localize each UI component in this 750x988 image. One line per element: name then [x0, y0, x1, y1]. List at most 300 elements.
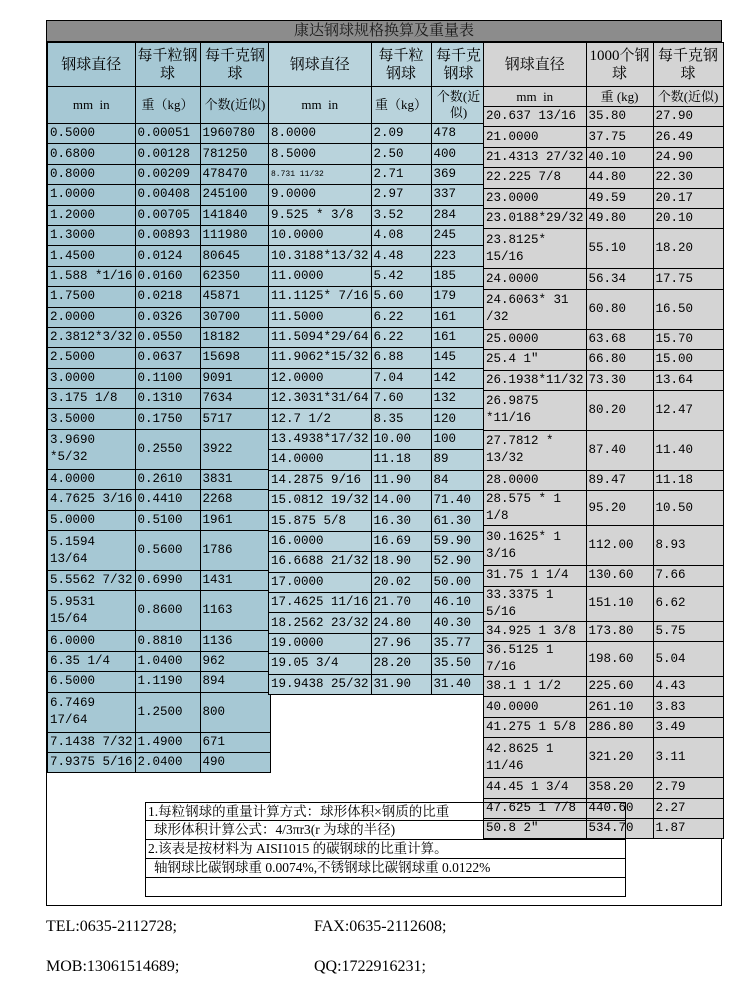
mob-text: MOB:13061514689;	[46, 958, 180, 975]
cell-count: 800	[200, 692, 270, 732]
col-header-per-thousand: 每千粒钢球	[371, 43, 431, 87]
table-row	[48, 732, 271, 752]
cell-weight: 80.20	[586, 390, 653, 430]
cell-weight: 198.60	[586, 642, 653, 677]
cell-weight: 27.96	[371, 633, 431, 653]
cell-count: 3922	[200, 429, 270, 469]
cell-weight: 10.00	[371, 429, 431, 449]
cell-diameter: 5.0000	[48, 510, 136, 530]
cell-count: 141840	[200, 205, 270, 225]
cell-weight: 55.10	[586, 229, 653, 269]
cell-weight: 0.00051	[135, 124, 200, 144]
cell-diameter: 11.0000	[269, 266, 372, 286]
cell-weight: 0.4410	[135, 490, 200, 510]
cell-diameter: 4.7625 3/16	[48, 490, 136, 510]
cell-weight: 21.70	[371, 592, 431, 612]
cell-count: 1136	[200, 631, 270, 651]
cell-count: 2.79	[653, 778, 723, 798]
cell-weight: 0.1100	[135, 368, 200, 388]
cell-weight: 2.50	[371, 144, 431, 164]
cell-diameter: 47.625 1 7/8	[484, 798, 587, 818]
table-row	[48, 307, 271, 327]
unit-label: mm in	[269, 87, 372, 124]
table-row	[269, 389, 487, 409]
table-row	[269, 491, 487, 511]
cell-weight: 6.22	[371, 307, 431, 327]
table-row	[269, 348, 487, 368]
table-row	[48, 631, 271, 651]
cell-diameter: 9.525 * 3/8	[269, 205, 372, 225]
cell-count: 161	[431, 327, 486, 347]
cell-diameter: 40.0000	[484, 697, 587, 717]
cell-diameter: 11.5094*29/64	[269, 327, 372, 347]
cell-weight: 24.80	[371, 613, 431, 633]
cell-diameter: 15.875 5/8	[269, 511, 372, 531]
cell-count: 781250	[200, 144, 270, 164]
cell-diameter: 38.1 1 1/2	[484, 677, 587, 697]
cell-count: 46.10	[431, 592, 486, 612]
cell-weight: 1.2500	[135, 692, 200, 732]
table-row	[269, 429, 487, 449]
cell-count: 245100	[200, 185, 270, 205]
cell-count: 4.43	[653, 677, 723, 697]
cell-diameter: 3.175 1/8	[48, 389, 136, 409]
table-row	[484, 586, 724, 621]
table-row	[484, 697, 724, 717]
cell-weight: 4.48	[371, 246, 431, 266]
cell-weight: 0.8810	[135, 631, 200, 651]
cell-weight: 0.0218	[135, 287, 200, 307]
table-row	[484, 147, 724, 167]
cell-diameter: 25.4 1"	[484, 350, 587, 370]
cell-weight: 6.88	[371, 348, 431, 368]
cell-weight: 1.0400	[135, 651, 200, 671]
cell-weight: 0.0550	[135, 327, 200, 347]
note-line	[145, 878, 626, 897]
table-row	[269, 409, 487, 429]
cell-count: 490	[200, 752, 270, 772]
cell-diameter: 11.5000	[269, 307, 372, 327]
cell-diameter: 34.925 1 3/8	[484, 621, 587, 641]
col-header-per-thousand: 1000个钢球	[586, 43, 653, 87]
cell-count: 40.30	[431, 613, 486, 633]
cell-diameter: 26.9875 *11/16	[484, 390, 587, 430]
cell-diameter: 27.7812 * 13/32	[484, 430, 587, 470]
cell-weight: 321.20	[586, 738, 653, 778]
cell-weight: 89.47	[586, 470, 653, 490]
cell-diameter: 5.9531 15/64	[48, 591, 136, 631]
table-row	[48, 185, 271, 205]
col-header-per-kg: 每千克钢球	[431, 43, 486, 87]
cell-diameter: 0.8000	[48, 164, 136, 184]
cell-count: 1961	[200, 510, 270, 530]
spec-table-2	[268, 42, 487, 695]
cell-weight: 6.22	[371, 327, 431, 347]
cell-count: 15.70	[653, 329, 723, 349]
cell-weight: 1.4900	[135, 732, 200, 752]
table-row	[48, 287, 271, 307]
table-row	[269, 674, 487, 694]
table-row	[48, 368, 271, 388]
table-row	[484, 778, 724, 798]
cell-count: 35.77	[431, 633, 486, 653]
cell-count: 18.20	[653, 229, 723, 269]
table-row	[484, 642, 724, 677]
col-header-per-kg: 每千克钢球	[653, 43, 723, 87]
table-row	[48, 266, 271, 286]
cell-weight: 358.20	[586, 778, 653, 798]
cell-weight: 95.20	[586, 491, 653, 526]
table-row	[48, 672, 271, 692]
note-line: 2.该表是按材料为 AISI1015 的碳钢球的比重计算。	[145, 840, 626, 859]
cell-weight: 0.1310	[135, 389, 200, 409]
cell-count: 337	[431, 185, 486, 205]
table-row	[484, 370, 724, 390]
cell-diameter: 14.2875 9/16	[269, 470, 372, 490]
cell-count: 61.30	[431, 511, 486, 531]
table-row	[48, 124, 271, 144]
cell-diameter: 31.75 1 1/4	[484, 566, 587, 586]
table-row	[484, 430, 724, 470]
cell-count: 16.50	[653, 289, 723, 329]
table-row	[269, 124, 487, 144]
cell-count: 59.90	[431, 531, 486, 551]
cell-count: 2268	[200, 490, 270, 510]
cell-diameter: 33.3375 1 5/16	[484, 586, 587, 621]
count-label: 个数(近似)	[200, 87, 270, 124]
cell-weight: 0.00128	[135, 144, 200, 164]
table-3-body	[484, 87, 724, 839]
table-row	[484, 188, 724, 208]
table-row	[269, 307, 487, 327]
table-row	[484, 566, 724, 586]
cell-diameter: 1.2000	[48, 205, 136, 225]
table-row	[484, 390, 724, 430]
cell-diameter: 3.5000	[48, 409, 136, 429]
cell-weight: 73.30	[586, 370, 653, 390]
cell-diameter: 6.7469 17/64	[48, 692, 136, 732]
table-row	[48, 409, 271, 429]
cell-diameter: 0.6800	[48, 144, 136, 164]
cell-count: 284	[431, 205, 486, 225]
table-row	[48, 348, 271, 368]
table-row	[269, 572, 487, 592]
table-row	[269, 205, 487, 225]
cell-diameter: 24.0000	[484, 269, 587, 289]
cell-diameter: 21.4313 27/32	[484, 147, 587, 167]
cell-weight: 534.70	[586, 819, 653, 839]
cell-count: 100	[431, 429, 486, 449]
table-row	[48, 429, 271, 469]
table-row	[48, 327, 271, 347]
cell-count: 142	[431, 368, 486, 388]
cell-count: 5.75	[653, 621, 723, 641]
cell-weight: 8.35	[371, 409, 431, 429]
cell-count: 132	[431, 389, 486, 409]
cell-count: 24.90	[653, 147, 723, 167]
table-row	[48, 651, 271, 671]
cell-diameter: 3.9690 *5/32	[48, 429, 136, 469]
cell-weight: 11.90	[371, 470, 431, 490]
cell-count: 3.11	[653, 738, 723, 778]
spec-table-1	[47, 42, 271, 773]
cell-count: 3.49	[653, 717, 723, 737]
table-row	[48, 205, 271, 225]
cell-weight: 7.04	[371, 368, 431, 388]
cell-weight: 130.60	[586, 566, 653, 586]
cell-diameter: 1.0000	[48, 185, 136, 205]
cell-count: 9091	[200, 368, 270, 388]
cell-weight: 14.00	[371, 491, 431, 511]
cell-weight: 286.80	[586, 717, 653, 737]
cell-weight: 66.80	[586, 350, 653, 370]
cell-weight: 225.60	[586, 677, 653, 697]
cell-weight: 0.8600	[135, 591, 200, 631]
cell-weight: 56.34	[586, 269, 653, 289]
table-row	[484, 526, 724, 566]
cell-weight: 112.00	[586, 526, 653, 566]
cell-weight: 49.59	[586, 188, 653, 208]
cell-diameter: 11.1125* 7/16	[269, 287, 372, 307]
table-row	[48, 531, 271, 571]
table-row	[484, 621, 724, 641]
table-row	[484, 738, 724, 778]
cell-count: 1431	[200, 571, 270, 591]
cell-weight: 0.00408	[135, 185, 200, 205]
cell-count: 15698	[200, 348, 270, 368]
table-row	[484, 350, 724, 370]
unit-label: mm in	[484, 87, 587, 107]
cell-count: 20.10	[653, 208, 723, 228]
table-row	[484, 269, 724, 289]
cell-diameter: 26.1938*11/32	[484, 370, 587, 390]
cell-diameter: 23.8125* 15/16	[484, 229, 587, 269]
table-row	[484, 329, 724, 349]
cell-count: 50.00	[431, 572, 486, 592]
cell-diameter: 12.3031*31/64	[269, 389, 372, 409]
cell-count: 369	[431, 164, 486, 184]
cell-count: 12.47	[653, 390, 723, 430]
cell-diameter: 0.5000	[48, 124, 136, 144]
cell-diameter: 15.0812 19/32	[269, 491, 372, 511]
cell-weight: 261.10	[586, 697, 653, 717]
table-row	[269, 144, 487, 164]
cell-count: 7634	[200, 389, 270, 409]
cell-diameter: 11.9062*15/32	[269, 348, 372, 368]
cell-diameter: 10.0000	[269, 225, 372, 245]
cell-weight: 16.69	[371, 531, 431, 551]
cell-weight: 173.80	[586, 621, 653, 641]
cell-diameter: 7.1438 7/32	[48, 732, 136, 752]
cell-count: 400	[431, 144, 486, 164]
cell-weight: 0.00705	[135, 205, 200, 225]
cell-weight: 11.18	[371, 450, 431, 470]
cell-diameter: 3.0000	[48, 368, 136, 388]
cell-diameter: 20.637 13/16	[484, 107, 587, 127]
cell-diameter: 10.3188*13/32	[269, 246, 372, 266]
cell-count: 120	[431, 409, 486, 429]
cell-weight: 2.71	[371, 164, 431, 184]
cell-diameter: 2.3812*3/32	[48, 327, 136, 347]
cell-diameter: 12.0000	[269, 368, 372, 388]
cell-diameter: 9.0000	[269, 185, 372, 205]
cell-count: 13.64	[653, 370, 723, 390]
cell-diameter: 19.05 3/4	[269, 654, 372, 674]
cell-count: 11.18	[653, 470, 723, 490]
cell-count: 35.50	[431, 654, 486, 674]
cell-count: 10.50	[653, 491, 723, 526]
cell-weight: 3.52	[371, 205, 431, 225]
cell-weight: 0.5100	[135, 510, 200, 530]
cell-count: 962	[200, 651, 270, 671]
weight-label: 重 (kg)	[586, 87, 653, 107]
cell-count: 71.40	[431, 491, 486, 511]
table-row	[484, 470, 724, 490]
cell-diameter: 22.225 7/8	[484, 168, 587, 188]
table-row	[269, 246, 487, 266]
cell-count: 31.40	[431, 674, 486, 694]
table-row	[269, 327, 487, 347]
cell-count: 7.66	[653, 566, 723, 586]
table-row	[269, 511, 487, 531]
note-line: 1.每粒钢球的重量计算方式：球形体积×钢质的比重	[145, 802, 626, 821]
cell-diameter: 6.0000	[48, 631, 136, 651]
cell-diameter: 8.731 11/32	[269, 164, 372, 184]
cell-count: 3.83	[653, 697, 723, 717]
cell-diameter: 5.5562 7/32	[48, 571, 136, 591]
cell-count: 89	[431, 450, 486, 470]
table-row	[48, 692, 271, 732]
cell-weight: 0.1750	[135, 409, 200, 429]
col-header-diameter: 钢球直径	[484, 43, 587, 87]
cell-count: 30700	[200, 307, 270, 327]
table-row	[269, 164, 487, 184]
note-line: 轴钢球比碳钢球重 0.0074%,不锈钢球比碳钢球重 0.0122%	[145, 859, 626, 878]
weight-label: 重（kg）	[135, 87, 200, 124]
cell-count: 18182	[200, 327, 270, 347]
cell-count: 1960780	[200, 124, 270, 144]
cell-weight: 0.0124	[135, 246, 200, 266]
cell-diameter: 19.0000	[269, 633, 372, 653]
table-row	[48, 510, 271, 530]
cell-diameter: 2.5000	[48, 348, 136, 368]
table-row	[48, 752, 271, 772]
cell-weight: 5.60	[371, 287, 431, 307]
table-row	[269, 470, 487, 490]
qq-text: QQ:1722916231;	[314, 958, 426, 975]
cell-weight: 0.6990	[135, 571, 200, 591]
cell-count: 17.75	[653, 269, 723, 289]
table-row	[48, 389, 271, 409]
col-header-per-thousand: 每千粒钢球	[135, 43, 200, 87]
unit-row	[484, 87, 724, 107]
cell-count: 27.90	[653, 107, 723, 127]
cell-count: 111980	[200, 225, 270, 245]
cell-count: 62350	[200, 266, 270, 286]
cell-count: 20.17	[653, 188, 723, 208]
cell-count: 145	[431, 348, 486, 368]
cell-count: 2.27	[653, 798, 723, 818]
cell-diameter: 13.4938*17/32	[269, 429, 372, 449]
cell-weight: 28.20	[371, 654, 431, 674]
cell-diameter: 28.575 * 1 1/8	[484, 491, 587, 526]
cell-weight: 40.10	[586, 147, 653, 167]
cell-weight: 5.42	[371, 266, 431, 286]
cell-diameter: 4.0000	[48, 469, 136, 489]
cell-diameter: 8.0000	[269, 124, 372, 144]
table-row	[269, 225, 487, 245]
table-row	[48, 591, 271, 631]
cell-diameter: 14.0000	[269, 450, 372, 470]
cell-weight: 0.2610	[135, 469, 200, 489]
cell-weight: 2.0400	[135, 752, 200, 772]
table-row	[48, 246, 271, 266]
cell-count: 84	[431, 470, 486, 490]
table-row	[484, 168, 724, 188]
cell-weight: 60.80	[586, 289, 653, 329]
cell-diameter: 16.0000	[269, 531, 372, 551]
table-row	[269, 613, 487, 633]
cell-diameter: 41.275 1 5/8	[484, 717, 587, 737]
cell-count: 1.87	[653, 819, 723, 839]
cell-diameter: 23.0000	[484, 188, 587, 208]
cell-weight: 16.30	[371, 511, 431, 531]
cell-weight: 2.09	[371, 124, 431, 144]
cell-count: 671	[200, 732, 270, 752]
table-row	[48, 469, 271, 489]
cell-weight: 0.00893	[135, 225, 200, 245]
cell-diameter: 28.0000	[484, 470, 587, 490]
cell-count: 1786	[200, 531, 270, 571]
cell-diameter: 18.2562 23/32	[269, 613, 372, 633]
table-row	[484, 229, 724, 269]
cell-count: 478470	[200, 164, 270, 184]
cell-weight: 151.10	[586, 586, 653, 621]
count-label: 个数(近似)	[653, 87, 723, 107]
cell-diameter: 7.9375 5/16	[48, 752, 136, 772]
cell-weight: 4.08	[371, 225, 431, 245]
table-row	[48, 490, 271, 510]
cell-weight: 0.00209	[135, 164, 200, 184]
cell-diameter: 1.588 *1/16	[48, 266, 136, 286]
cell-count: 15.00	[653, 350, 723, 370]
cell-weight: 2.97	[371, 185, 431, 205]
notes-box	[145, 802, 626, 897]
weight-label: 重（kg）	[371, 87, 431, 124]
cell-diameter: 5.1594 13/64	[48, 531, 136, 571]
cell-count: 894	[200, 672, 270, 692]
table-row	[269, 185, 487, 205]
cell-diameter: 17.0000	[269, 572, 372, 592]
table-row	[484, 717, 724, 737]
cell-diameter: 21.0000	[484, 127, 587, 147]
cell-count: 223	[431, 246, 486, 266]
cell-weight: 0.0637	[135, 348, 200, 368]
table-row	[48, 144, 271, 164]
table-row	[484, 289, 724, 329]
cell-count: 26.49	[653, 127, 723, 147]
cell-weight: 49.80	[586, 208, 653, 228]
cell-count: 22.30	[653, 168, 723, 188]
cell-count: 245	[431, 225, 486, 245]
cell-diameter: 23.0188*29/32	[484, 208, 587, 228]
cell-count: 5717	[200, 409, 270, 429]
cell-weight: 18.90	[371, 552, 431, 572]
cell-count: 161	[431, 307, 486, 327]
cell-count: 6.62	[653, 586, 723, 621]
cell-weight: 37.75	[586, 127, 653, 147]
table-row	[269, 368, 487, 388]
